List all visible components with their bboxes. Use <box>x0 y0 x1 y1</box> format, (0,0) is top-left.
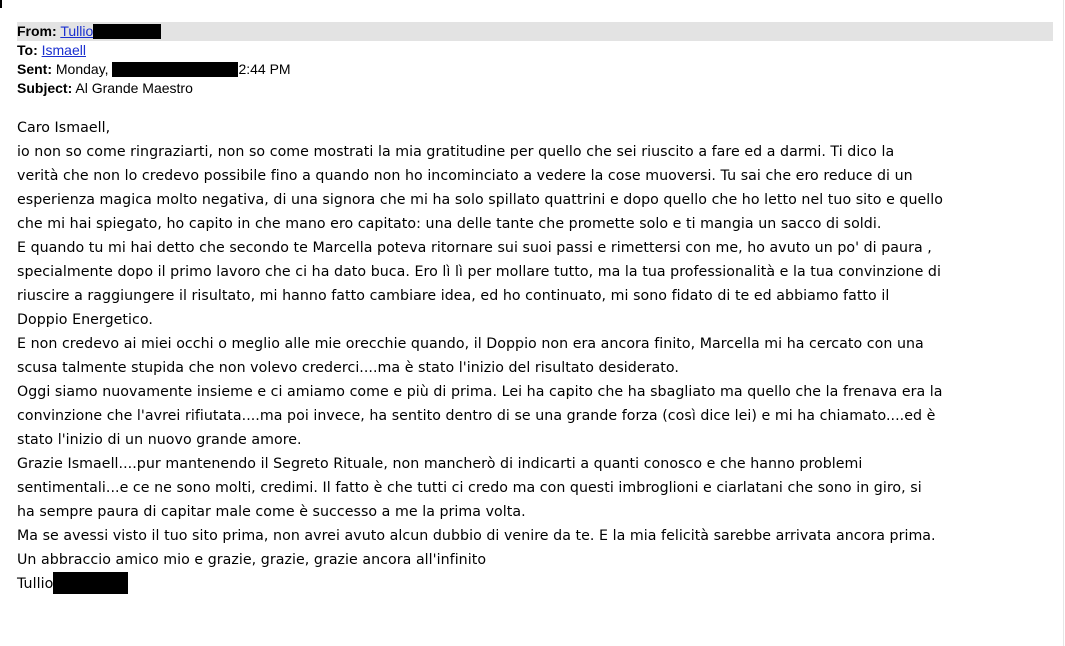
signature <box>17 572 1057 596</box>
to-row <box>17 41 1053 60</box>
body-line: verità che non lo credevo possibile fino a quando non ho incominciato a vedere la cose muoversi. Tu sai che ero reduce di un <box>17 168 913 184</box>
corner-mark <box>0 0 2 8</box>
window-edge <box>1063 0 1064 646</box>
to-recipient-link[interactable]: Ismaell <box>41 42 86 58</box>
body-line: E non credevo ai miei occhi o meglio alle mie orecchie quando, il Doppio non era ancora finito, Marcella mi ha cercato con una <box>17 336 924 352</box>
subject-label: Subject: <box>17 80 73 96</box>
sent-time: 2:44 PM <box>238 61 291 77</box>
body-line: stato l'inizio di un nuovo grande amore. <box>17 432 302 448</box>
body-line: scusa talmente stupida che non volevo crederci....ma è stato l'inizio del risultato desiderato. <box>17 360 679 376</box>
redacted-date <box>112 62 238 77</box>
signature-name: Tullio <box>17 576 54 592</box>
redacted-signature-surname <box>53 572 128 594</box>
email-body <box>17 116 1057 596</box>
sent-row <box>17 60 1053 79</box>
email-header <box>17 22 1053 98</box>
body-line: che mi hai spiegato, ho capito in che mano ero capitato: una delle tante che promette solo e ti mangia un sacco di soldi. <box>17 216 882 232</box>
body-line: riuscire a raggiungere il risultato, mi hanno fatto cambiare idea, ed ho continuato, mi sono fidato di te ed abbiamo fatto il <box>17 288 890 304</box>
body-line: Oggi siamo nuovamente insieme e ci amiamo come e più di prima. Lei ha capito che ha sbagliato ma quello che la frenava era la <box>17 384 943 400</box>
to-label: To: <box>17 42 38 58</box>
body-line: E quando tu mi hai detto che secondo te Marcella poteva ritornare sui suoi passi e rimettersi con me, ho avuto un po' di paura , <box>17 240 932 256</box>
redacted-surname <box>93 24 161 39</box>
sent-day: Monday, <box>55 61 109 77</box>
subject-text: Al Grande Maestro <box>75 80 193 96</box>
body-line: Doppio Energetico. <box>17 312 153 328</box>
body-line: Un abbraccio amico mio e grazie, grazie, grazie ancora all'infinito <box>17 552 487 568</box>
from-row <box>17 22 1053 41</box>
from-sender-link[interactable]: Tullio <box>60 23 94 39</box>
body-line: sentimentali...e ce ne sono molti, credimi. Il fatto è che tutti ci credo ma con questi imbroglioni e ciarlatani che sono in giro, si <box>17 480 922 496</box>
sent-label: Sent: <box>17 61 52 77</box>
body-line: esperienza magica molto negativa, di una signora che mi ha solo spillato quattrini e dopo quello che ho letto nel tuo sito e quello <box>17 192 943 208</box>
from-label: From: <box>17 23 57 39</box>
body-line: io non so come ringraziarti, non so come mostrati la mia gratitudine per quello che sei riuscito a fare ed a darmi. Ti dico la <box>17 144 895 160</box>
body-line: ha sempre paura di capitar male come è successo a me la prima volta. <box>17 504 526 520</box>
body-line: convinzione che l'avrei rifiutata....ma poi invece, ha sentito dentro di se una grande forza (così dice lei) e mi ha chiamato....ed è <box>17 408 936 424</box>
body-line: specialmente dopo il primo lavoro che ci ha dato buca. Ero lì lì per mollare tutto, ma la tua professionalità e la tua convinzione di <box>17 264 941 280</box>
body-line: Grazie Ismaell....pur mantenendo il Segreto Rituale, non mancherò di indicarti a quanti conosco e che hanno problemi <box>17 456 863 472</box>
subject-row <box>17 79 1053 98</box>
body-line: Ma se avessi visto il tuo sito prima, non avrei avuto alcun dubbio di venire da te. E la mia felicità sarebbe arrivata ancora prima. <box>17 528 936 544</box>
body-line: Caro Ismaell, <box>17 120 111 136</box>
